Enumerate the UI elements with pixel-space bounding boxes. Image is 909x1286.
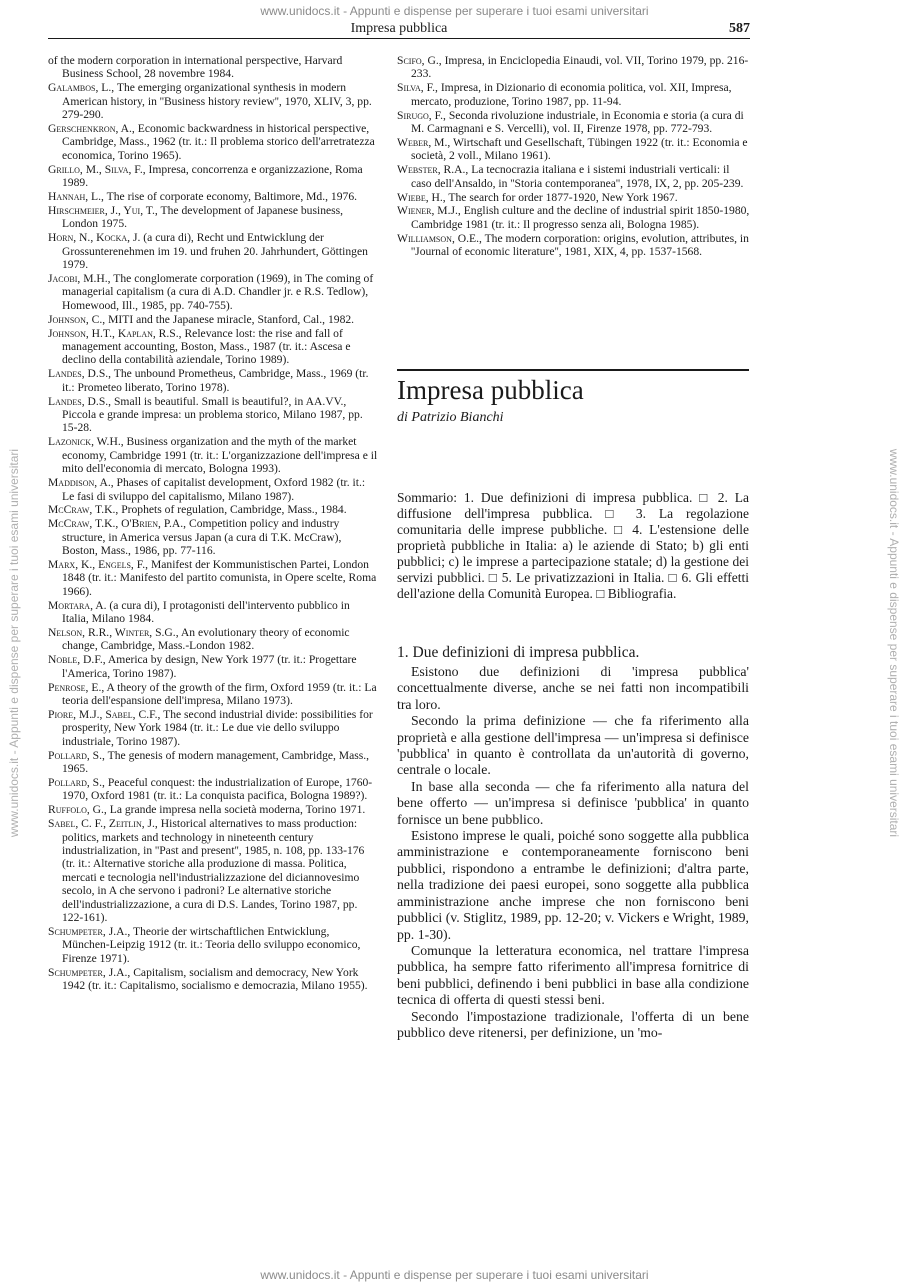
article-summary: Sommario: 1. Due definizioni di impresa pubblica. □ 2. La diffusione dell'impresa pubblica. □ 3. La regolazione comunitaria delle imprese pubbliche. □ 4. L'estensione delle proprietà pubbliche in Italia: a) le aziende di Stato; b) gli enti pubblici; c) le imprese a partecipazione statale; d) la gestione dei servizi pubblici. □ 5. Le privatizzazioni in Italia. □ 6. Gli effetti dell'azione della Comunità Europea. □ Bibliografia. (397, 490, 749, 601)
entry-author: Landes, D.S., (48, 394, 112, 408)
bibliography-entry (48, 599, 378, 626)
entry-text: A theory of the growth of the firm, Oxford 1959 (tr. it.: La teoria dell'espansione dell'impresa, Milano 1973). (62, 680, 377, 708)
entry-text: Business organization and the myth of the market economy, Cambridge 1991 (tr. it.: L'organizzazione dell'impresa e il mito dell'economia di mercato, Bologna 1993). (62, 435, 378, 476)
entry-text: Historical alternatives to mass production: politics, markets and technology in nineteenth century industrialization, in ''Past and present'', 1985, n. 108, pp. 133-176 (tr. it.: Alternative storiche alla produzione di massa. Politica, mercati e tecnologia nell'industrializzazione del diciannovesimo secolo, in A che servono i padroni? Le alternative storiche dell'industrializzazione, a cura di D.S. Landes, Torino 1987, pp. 122-161). (62, 817, 365, 925)
entry-text: America by design, New York 1977 (tr. it.: Progettare l'America, Torino 1987). (62, 653, 357, 680)
entry-author: Noble, D.F., (48, 653, 106, 667)
entry-author: Schumpeter, J.A., (48, 965, 131, 979)
bibliography-entry (397, 81, 750, 108)
body-paragraph: Secondo l'impostazione tradizionale, l'offerta di un bene pubblico deve ritenersi, per definizione, un 'mo- (397, 1008, 749, 1040)
entry-author: Webster, R.A., (397, 163, 469, 177)
entry-text: of the modern corporation in international perspective, Harvard Business School, 28 novembre 1984. (48, 54, 343, 81)
watermark-bottom: www.unidocs.it - Appunti e dispense per superare i tuoi esami universitari (260, 1268, 649, 1282)
entry-author: Ruffolo, G., (48, 803, 107, 817)
bibliography-entry (48, 476, 378, 503)
entry-author: Wiener, M.J., (397, 204, 461, 218)
entry-author: Williamson, O.E., (397, 231, 482, 245)
bibliography-entry (48, 776, 378, 803)
bibliography-entry (48, 503, 378, 516)
bibliography-entry (48, 435, 378, 475)
entry-author: Gerschenkron, A., (48, 122, 135, 136)
entry-author: Sirugo, F., (397, 108, 446, 122)
bibliography-entry (397, 204, 750, 231)
bibliography-entry (48, 817, 378, 924)
entry-text: Impresa, concorrenza e organizzazione, Roma 1989. (62, 162, 363, 190)
entry-text: Seconda rivoluzione industriale, in Economia e storia (a cura di M. Carmagnani e S. Vercelli), vol. II, Firenze 1978, pp. 772-793. (411, 108, 744, 136)
bibliography-entry (48, 803, 378, 816)
bibliography-entry (397, 54, 750, 81)
entry-author: Weber, M., (397, 135, 451, 149)
entry-author: Johnson, H.T., Kaplan, R.S., (48, 326, 182, 340)
bibliography-entry (48, 626, 378, 653)
entry-author: Schumpeter, J.A., (48, 925, 131, 938)
bibliography-entry (397, 232, 750, 259)
entry-text: The conglomerate corporation (1969), in The coming of managerial capitalism (a cura di A.D. Chandler jr. e R.S. Tedlow), Homewood, Ill., 1985, pp. 740-755). (62, 272, 374, 312)
entry-text: Impresa, in Dizionario di economia politica, vol. XII, Impresa, mercato, produzione, Torino 1987, pp. 11-94. (411, 81, 732, 108)
entry-text: The emerging organizational synthesis in modern American history, in ''Business history review'', 1970, XLIV, 3, pp. 279-290. (62, 81, 372, 122)
entry-text: Phases of capitalist development, Oxford 1982 (tr. it.: Le fasi di sviluppo del capitalismo, Milano 1987). (62, 476, 366, 503)
bibliography-entry (48, 367, 378, 394)
entry-author: Maddison, A., (48, 476, 114, 490)
running-title: Impresa pubblica (350, 21, 448, 36)
bibliography-entry (48, 653, 378, 680)
entry-text: Small is beautiful. Small is beautiful?, in AA.VV., Piccola e grande impresa: un problema storico, Milano 1987, pp. 15-28. (62, 394, 363, 435)
entry-text: Competition policy and industry structure, in America versus Japan (a cura di T.K. McCraw), Boston, Mass., 1986, pp. 77-116. (62, 517, 342, 558)
bibliography-entry (48, 190, 378, 203)
bibliography-entry (48, 54, 378, 81)
bibliography-entry (48, 925, 378, 965)
entry-author: Grillo, M., Silva, F., (48, 162, 146, 176)
bibliography-left-column (48, 54, 378, 993)
entry-author: Pollard, S., (48, 776, 105, 790)
entry-text: Impresa, in Enciclopedia Einaudi, vol. VII, Torino 1979, pp. 216-233. (411, 54, 749, 81)
bibliography-entry (48, 395, 378, 435)
bibliography-entry (48, 966, 378, 993)
entry-author: Silva, F., (397, 81, 438, 95)
entry-text: The second industrial divide: possibilities for prosperity, New York 1984 (tr. it.: Le due vie dello sviluppo industriale, Torino 1987). (62, 708, 373, 748)
entry-text: Prophets of regulation, Cambridge, Mass., 1984. (121, 503, 347, 517)
bibliography-entry (48, 272, 378, 312)
watermark-left: www.unidocs.it - Appunti e dispense per superare i tuoi esami universitari (7, 448, 21, 838)
entry-author: Johnson, C., (48, 312, 106, 326)
watermark-top: www.unidocs.it - Appunti e dispense per superare i tuoi esami universitari (260, 4, 649, 18)
entry-author: Wiebe, H., (397, 190, 446, 204)
bibliography-entry (397, 136, 750, 163)
bibliography-entry (397, 163, 750, 190)
page-header (48, 20, 750, 39)
body-paragraph: Comunque la letteratura economica, nel trattare l'impresa pubblica, ha sempre fatto riferimento all'impresa fornitrice di beni pubblici, definendo i beni pubblici in base alla condizione tecnica di offerta di questi stessi beni. (397, 942, 749, 1008)
bibliography-entry (397, 191, 750, 204)
bibliography-entry (48, 204, 378, 231)
entry-text: (a cura di), Recht und Entwicklung der Grossunterenehmen im 19. und fruhen 20. Jahrhundert, Göttingen 1979. (62, 231, 368, 272)
entry-author: Scifo, G., (397, 54, 442, 67)
article-body (397, 664, 749, 1041)
entry-author: Jacobi, M.H., (48, 272, 111, 285)
entry-text: English culture and the decline of industrial spirit 1850-1980, Cambridge 1981 (tr. it.: Il progresso senza ali, Bologna 1985). (411, 204, 750, 231)
entry-text: Economic backwardness in historical perspective, Cambridge, Mass., 1962 (tr. it.: Il problema storico dell'arretratezza economica, Torino 1965). (62, 122, 375, 162)
entry-author: Lazonick, W.H., (48, 435, 124, 449)
entry-text: An evolutionary theory of economic change, Cambridge, Mass.-London 1982. (62, 626, 350, 653)
entry-author: McCraw, T.K., (48, 503, 119, 517)
entry-text: The development of Japanese business, London 1975. (62, 203, 344, 231)
entry-author: Landes, D.S., (48, 367, 112, 381)
bibliography-right-column (397, 54, 750, 259)
entry-text: Manifest der Kommunistischen Partei, London 1848 (tr. it.: Manifesto del partito comunista, in Opere scelte, Roma 1966). (62, 558, 377, 598)
entry-author: Galambos, L., (48, 81, 115, 95)
entry-author: Horn, N., Kocka, J. (48, 231, 141, 245)
entry-text: (a cura di), I protagonisti dell'intervento pubblico in Italia, Milano 1984. (62, 598, 350, 626)
entry-text: The modern corporation: origins, evolution, attributes, in ''Journal of economic literature'', 1981, XIX, 4, pp. 1537-1568. (411, 231, 749, 259)
entry-author: Mortara, A. (48, 598, 107, 612)
bibliography-entry (48, 749, 378, 776)
bibliography-entry (397, 109, 750, 136)
entry-author: Sabel, C. F., Zeitlin, J., (48, 817, 158, 831)
bibliography-entry (48, 231, 378, 271)
body-paragraph: In base alla seconda — che fa riferimento alla natura del bene offerto — un'impresa si definisce 'pubblica' in quanto fornisce un bene pubblico. (397, 778, 749, 827)
entry-text: The genesis of modern management, Cambridge, Mass., 1965. (62, 748, 370, 776)
page-number: 587 (729, 21, 750, 36)
entry-author: McCraw, T.K., O'Brien, P.A., (48, 517, 187, 531)
entry-text: Capitalism, socialism and democracy, New York 1942 (tr. it.: Capitalismo, socialismo e democrazia, Milano 1955). (62, 965, 368, 993)
bibliography-entry (48, 517, 378, 557)
section-heading: 1. Due definizioni di impresa pubblica. (397, 644, 640, 661)
entry-text: The search for order 1877-1920, New York 1967. (448, 190, 678, 204)
article-author: di Patrizio Bianchi (397, 410, 504, 425)
entry-text: La tecnocrazia italiana e i sistemi industriali verticali: il caso dell'Ansaldo, in ''Storia contemporanea'', 1978, IX, 2, pp. 205-239. (411, 163, 744, 190)
entry-author: Hirschmeier, J., Yui, T., (48, 203, 158, 217)
bibliography-entry (48, 681, 378, 708)
watermark-right: www.unidocs.it - Appunti e dispense per superare i tuoi esami universitari (887, 448, 901, 838)
entry-text: MITI and the Japanese miracle, Stanford, Cal., 1982. (108, 312, 355, 326)
entry-text: Relevance lost: the rise and fall of management accounting, Boston, Mass., 1987 (tr. it.: Ascesa e declino della contabilità aziendale, Torino 1989). (62, 326, 351, 367)
article-title: Impresa pubblica (397, 375, 584, 405)
entry-author: Marx, K., Engels, F., (48, 558, 149, 572)
body-paragraph: Esistono due definizioni di 'impresa pubblica' concettualmente diverse, anche se nei fatti non incompatibili tra loro. (397, 664, 749, 712)
bibliography-entry (48, 558, 378, 598)
bibliography-entry (48, 122, 378, 162)
entry-text: Wirtschaft und Gesellschaft, Tübingen 1922 (tr. it.: Economia e società, 2 voll., Milano 1961). (411, 135, 748, 163)
bibliography-entry (48, 163, 378, 190)
entry-text: Peaceful conquest: the industrialization of Europe, 1760-1970, Oxford 1981 (tr. it.: La conquista pacifica, Bologna 1989?). (62, 776, 373, 803)
entry-text: The unbound Prometheus, Cambridge, Mass., 1969 (tr. it.: Prometeo liberato, Torino 1978). (62, 367, 369, 394)
article-divider (397, 369, 749, 371)
entry-text: The rise of corporate economy, Baltimore, Md., 1976. (106, 190, 358, 204)
bibliography-entry (48, 708, 378, 748)
entry-author: Penrose, E., (48, 680, 105, 694)
entry-author: Piore, M.J., Sabel, C.F., (48, 708, 161, 721)
body-paragraph: Esistono imprese le quali, poiché sono soggette alla pubblica amministrazione e contemporaneamente forniscono beni pubblici, rispondono a entrambe le definizioni; d'altra parte, nella tradizione dei paesi europei, sono soggette alla pubblica amministrazione anche imprese che non forniscono beni pubblici (v. Stiglitz, 1989, pp. 12-20; v. Vickers e Wright, 1989, pp. 1-30). (397, 828, 749, 942)
entry-author: Nelson, R.R., Winter, S.G., (48, 626, 179, 640)
entry-author: Hannah, L., (48, 190, 104, 204)
entry-text: La grande impresa nella società moderna, Torino 1971. (109, 803, 366, 817)
body-paragraph: Secondo la prima definizione — che fa riferimento alla proprietà e alla gestione dell'impresa — un'impresa si definisce 'pubblica' in quanto è controllata da un'autorità di governo, centrale o locale. (397, 713, 749, 778)
bibliography-entry (48, 81, 378, 121)
bibliography-entry (48, 327, 378, 367)
entry-author: Pollard, S., (48, 748, 105, 762)
bibliography-entry (48, 313, 378, 326)
entry-text: Theorie der wirtschaftlichen Entwicklung, München-Leipzig 1912 (tr. it.: Teoria dello sviluppo economico, Firenze 1971). (62, 925, 361, 965)
